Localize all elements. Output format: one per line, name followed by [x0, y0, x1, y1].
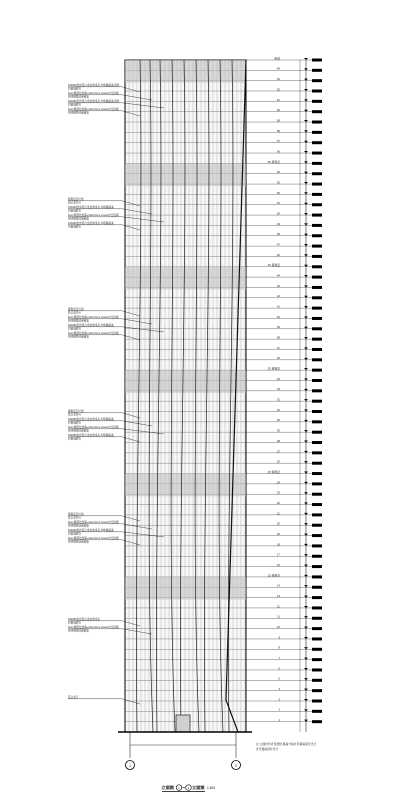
- level-label: 34: [276, 376, 280, 381]
- level-elevation-tag: [312, 710, 322, 713]
- level-elevation-tag: [312, 234, 322, 237]
- level-elevation-tag: [312, 100, 322, 103]
- level-label: 40: [276, 314, 280, 319]
- level-label: 54: [276, 170, 280, 175]
- drawing-scale: 1:100: [207, 786, 215, 790]
- annotation-text: 150x80竖向铝合金装饰线条: [68, 618, 100, 621]
- level-elevation-tag: [312, 596, 322, 599]
- annotation-subtext: 同幕墙框料: [68, 532, 81, 536]
- level-label: 13: [276, 594, 280, 598]
- annotation-text: 6mm厚钢化玻璃+12A+6mm Low-E中空玻璃: [68, 92, 119, 95]
- drawing-note-line-1: 注:立面材料详见图纸,幕墙分格详见幕墙深化设计: [256, 742, 317, 746]
- level-label: 22: [276, 500, 280, 505]
- annotation-subtext: 同幕墙框料: [68, 225, 81, 229]
- level-label: 35 避难层: [267, 366, 280, 371]
- level-elevation-tag: [312, 462, 322, 465]
- level-elevation-tag: [312, 348, 322, 351]
- level-label: 48: [276, 232, 280, 237]
- annotation-text: 避难层百叶窗: [68, 198, 84, 201]
- level-marker: [304, 110, 308, 112]
- level-elevation-tag: [312, 265, 322, 268]
- level-elevation-tag: [312, 637, 322, 640]
- level-marker: [304, 647, 308, 649]
- annotation-subtext: 铝合金百叶: [68, 201, 81, 205]
- level-label: 50: [276, 211, 280, 216]
- level-elevation-tag: [312, 668, 322, 671]
- title-axis-1: 1: [178, 786, 180, 790]
- level-elevation-tag: [312, 451, 322, 454]
- annotation-text: 150x80竖向铝合金装饰线条,外喷氟碳漆: [68, 434, 114, 437]
- drawing-title-suffix: 立面图: [192, 785, 205, 790]
- annotation-text: 6mm厚钢化玻璃+12A+6mm Low-E中空玻璃: [68, 521, 119, 524]
- level-marker: [304, 265, 308, 267]
- level-elevation-tag: [312, 524, 322, 527]
- annotation-text: 150x80竖向铝合金装饰线条,外喷氟碳漆,颜色: [68, 84, 120, 87]
- annotation-text: 避难层百叶窗: [68, 410, 84, 413]
- level-label: 3: [278, 697, 280, 702]
- title-axis-2: 2: [187, 786, 190, 790]
- level-elevation-tag: [312, 358, 322, 361]
- level-label: 33: [276, 387, 280, 392]
- annotation-subtext: 同幕墙框料: [68, 421, 81, 425]
- level-label: 25 避难层: [267, 469, 280, 474]
- level-label: 1: [278, 718, 280, 723]
- level-label: 52: [276, 190, 280, 195]
- annotation-subtext: 铝合金百叶: [68, 413, 81, 417]
- level-label: 60: [276, 108, 280, 113]
- level-label: 51: [276, 201, 280, 206]
- annotation-text: 150x80竖向铝合金装饰线条,外喷氟碳漆,颜色: [68, 100, 120, 103]
- level-label: 63: [276, 77, 280, 82]
- level-elevation-tag: [312, 338, 322, 341]
- level-elevation-tag: [312, 606, 322, 609]
- annotation-text: 150x80竖向铝合金装饰线条,外喷氟碳漆: [68, 206, 114, 209]
- level-label: 28: [276, 438, 280, 443]
- refuge-floor-band: [125, 474, 246, 497]
- drawing-note-line-2: 详见幕墙深化设计: [256, 747, 279, 751]
- level-elevation-tag: [312, 544, 322, 547]
- level-marker: [304, 161, 308, 163]
- level-marker: [304, 89, 308, 91]
- level-marker: [304, 513, 308, 515]
- level-label: 31: [276, 407, 280, 412]
- level-marker: [304, 565, 308, 567]
- level-label: 47: [276, 242, 280, 247]
- ground-and-axes: [118, 732, 316, 770]
- refuge-floor-band: [125, 370, 246, 393]
- level-elevation-tag: [312, 214, 322, 217]
- level-elevation-tag: [312, 472, 322, 475]
- level-label: 14: [276, 583, 280, 588]
- annotation-text: 6mm厚钢化玻璃+12A+6mm Low-E中空玻璃: [68, 537, 119, 540]
- level-label: 19: [276, 531, 280, 536]
- level-marker: [304, 461, 308, 463]
- level-marker: [304, 244, 308, 246]
- level-marker: [304, 492, 308, 494]
- level-label: 20: [276, 521, 280, 526]
- level-marker: [304, 472, 308, 474]
- annotation-subtext: 竖明横隐玻璃幕墙: [68, 524, 89, 528]
- level-marker: [304, 658, 308, 660]
- level-label: 57: [276, 139, 280, 144]
- level-marker: [304, 285, 308, 287]
- level-marker: [304, 306, 308, 308]
- level-elevation-tag: [312, 575, 322, 578]
- level-elevation-tag: [312, 431, 322, 434]
- level-marker: [304, 627, 308, 629]
- level-marker: [304, 347, 308, 349]
- level-marker: [304, 410, 308, 412]
- level-marker: [304, 327, 308, 329]
- annotation-text: 150x80竖向铝合金装饰线条,外喷氟碳漆: [68, 324, 114, 327]
- level-elevation-tag: [312, 658, 322, 661]
- annotation-text: 150x80竖向铝合金装饰线条,外喷氟碳漆: [68, 418, 114, 421]
- annotation-text: 6mm厚钢化玻璃+12A+6mm Low-E中空玻璃: [68, 108, 119, 111]
- level-elevation-tag: [312, 131, 322, 134]
- annotation-text: 铝合金门: [68, 696, 79, 699]
- level-marker: [304, 99, 308, 101]
- level-marker: [304, 172, 308, 174]
- level-elevation-tag: [312, 203, 322, 206]
- level-elevation-tag: [312, 152, 322, 155]
- level-label: 61: [276, 97, 280, 102]
- level-marker: [304, 316, 308, 318]
- level-marker: [304, 544, 308, 546]
- level-marker: [304, 678, 308, 680]
- level-label: 42: [276, 294, 280, 299]
- level-elevation-tag: [312, 141, 322, 144]
- level-elevation-tag: [312, 534, 322, 537]
- refuge-floor-band: [125, 60, 246, 83]
- drawing-title-block: [161, 784, 215, 792]
- level-elevation-tag: [312, 59, 322, 62]
- level-elevation-tag: [312, 389, 322, 392]
- level-elevation-tag: [312, 286, 322, 289]
- level-label: 7: [278, 656, 280, 661]
- level-label: 18: [276, 542, 280, 547]
- level-label: 17: [276, 552, 280, 557]
- level-label: 44: [276, 273, 280, 278]
- annotation-text: 150x80竖向铝合金装饰线条,外喷氟碳漆: [68, 529, 114, 532]
- annotation-text: 150x80竖向铝合金装饰线条,外喷氟碳漆: [68, 222, 114, 225]
- level-marker: [304, 337, 308, 339]
- annotation-subtext: 同幕墙框料: [68, 87, 81, 91]
- level-label: 56: [276, 149, 280, 154]
- level-elevation-tag: [312, 369, 322, 372]
- level-elevation-tag: [312, 482, 322, 485]
- level-marker: [304, 637, 308, 639]
- level-elevation-tag: [312, 69, 322, 72]
- level-elevation-tag: [312, 183, 322, 186]
- building-facade: [125, 60, 246, 732]
- level-label: 36: [276, 356, 280, 361]
- level-elevation-tag: [312, 555, 322, 558]
- level-marker: [304, 79, 308, 81]
- annotation-subtext: 铝合金百叶: [68, 516, 81, 520]
- level-label: 屋面: [274, 56, 280, 61]
- level-marker: [304, 554, 308, 556]
- level-elevation-tag: [312, 307, 322, 310]
- level-marker: [304, 534, 308, 536]
- level-marker: [304, 451, 308, 453]
- level-elevation-tag: [312, 327, 322, 330]
- level-marker: [304, 689, 308, 691]
- level-elevation-tag: [312, 565, 322, 568]
- level-elevation-tag: [312, 627, 322, 630]
- level-label: 4: [278, 687, 280, 692]
- level-label: 9: [278, 635, 280, 640]
- level-marker: [304, 120, 308, 122]
- level-elevation-tag: [312, 379, 322, 382]
- refuge-floor-band: [125, 577, 246, 600]
- level-marker: [304, 368, 308, 370]
- axis-label-left: 1: [129, 763, 131, 768]
- level-marker: [304, 296, 308, 298]
- level-marker: [304, 358, 308, 360]
- level-label: 27: [276, 449, 280, 454]
- level-label: 8: [278, 645, 280, 650]
- annotation-subtext: 铝合金百叶: [68, 311, 81, 315]
- level-label: 58: [276, 128, 280, 133]
- level-elevation-tag: [312, 513, 322, 516]
- refuge-floor-band: [125, 267, 246, 290]
- level-marker: [304, 616, 308, 618]
- level-label: 53: [276, 180, 280, 185]
- annotation-subtext: 同幕墙框料: [68, 209, 81, 213]
- annotation-subtext: 同幕墙框料: [68, 327, 81, 331]
- annotation-text: 避难层百叶窗: [68, 513, 84, 516]
- level-marker: [304, 668, 308, 670]
- level-marker: [304, 58, 308, 60]
- level-marker: [304, 203, 308, 205]
- level-elevation-tag: [312, 317, 322, 320]
- level-elevation-tag: [312, 172, 322, 175]
- level-elevation-tag: [312, 110, 322, 113]
- level-marker: [304, 585, 308, 587]
- annotation-subtext: 同幕墙框料: [68, 103, 81, 107]
- level-marker: [304, 523, 308, 525]
- annotation-text: 6mm厚钢化玻璃+12A+6mm Low-E中空玻璃: [68, 214, 119, 217]
- level-marker: [304, 503, 308, 505]
- annotation-subtext: 竖明横隐玻璃幕墙: [68, 319, 89, 323]
- level-label: 55 避难层: [267, 159, 280, 164]
- level-elevation-tag: [312, 410, 322, 413]
- level-dimension-column: [246, 56, 322, 732]
- level-elevation-tag: [312, 121, 322, 124]
- level-elevation-tag: [312, 689, 322, 692]
- level-label: 26: [276, 459, 280, 464]
- annotation-text: 6mm厚钢化玻璃+12A+6mm Low-E中空玻璃: [68, 316, 119, 319]
- level-marker: [304, 141, 308, 143]
- annotation-text: 6mm厚钢化玻璃+12A+6mm Low-E中空玻璃: [68, 626, 119, 629]
- annotation-subtext: 竖明横隐玻璃幕墙: [68, 335, 89, 339]
- annotation-subtext: 竖明横隐玻璃幕墙: [68, 95, 89, 99]
- level-label: 10: [276, 625, 280, 630]
- level-elevation-tag: [312, 162, 322, 165]
- annotation-subtext: 竖明横隐玻璃幕墙: [68, 429, 89, 433]
- level-marker: [304, 389, 308, 391]
- level-elevation-tag: [312, 720, 322, 723]
- level-marker: [304, 151, 308, 153]
- level-label: 45 避难层: [267, 263, 280, 268]
- level-label: 21: [276, 511, 280, 516]
- level-label: 39: [276, 325, 280, 330]
- level-elevation-tag: [312, 420, 322, 423]
- level-label: 29: [276, 428, 280, 433]
- annotation-subtext: 竖明横隐玻璃幕墙: [68, 111, 89, 115]
- level-marker: [304, 399, 308, 401]
- level-marker: [304, 430, 308, 432]
- annotation-subtext: 同幕墙框料: [68, 437, 81, 441]
- level-elevation-tag: [312, 586, 322, 589]
- level-marker: [304, 441, 308, 443]
- level-elevation-tag: [312, 679, 322, 682]
- level-label: 59: [276, 118, 280, 123]
- entrance-door: [176, 715, 190, 732]
- level-marker: [304, 699, 308, 701]
- level-marker: [304, 192, 308, 194]
- level-label: 23: [276, 490, 280, 495]
- level-label: 37: [276, 345, 280, 350]
- level-marker: [304, 275, 308, 277]
- level-elevation-tag: [312, 441, 322, 444]
- refuge-floor-band: [125, 163, 246, 186]
- level-label: 38: [276, 335, 280, 340]
- level-label: 46: [276, 252, 280, 257]
- level-marker: [304, 378, 308, 380]
- level-label: 41: [276, 304, 280, 309]
- level-marker: [304, 596, 308, 598]
- level-marker: [304, 606, 308, 608]
- annotation-subtext: 竖明横隐玻璃幕墙: [68, 629, 89, 633]
- level-elevation-tag: [312, 245, 322, 248]
- level-elevation-tag: [312, 193, 322, 196]
- level-marker: [304, 720, 308, 722]
- level-marker: [304, 575, 308, 577]
- level-elevation-tag: [312, 699, 322, 702]
- level-label: 16: [276, 562, 280, 567]
- level-label: 6: [278, 666, 280, 671]
- annotation-subtext: 竖明横隐玻璃幕墙: [68, 217, 89, 221]
- level-elevation-tag: [312, 400, 322, 403]
- level-marker: [304, 709, 308, 711]
- level-label: 62: [276, 87, 280, 92]
- level-marker: [304, 223, 308, 225]
- level-marker: [304, 182, 308, 184]
- level-marker: [304, 68, 308, 70]
- annotation-subtext: 同幕墙框料: [68, 621, 81, 625]
- level-elevation-tag: [312, 90, 322, 93]
- axis-label-right: 2: [235, 763, 237, 768]
- annotation-text: 避难层百叶窗: [68, 308, 84, 311]
- level-label: 12: [276, 604, 280, 609]
- annotation-text: 6mm厚钢化玻璃+12A+6mm Low-E中空玻璃: [68, 332, 119, 335]
- level-marker: [304, 234, 308, 236]
- level-marker: [304, 213, 308, 215]
- drawing-title: 立面图: [161, 785, 174, 790]
- level-marker: [304, 482, 308, 484]
- level-marker: [304, 420, 308, 422]
- level-elevation-tag: [312, 79, 322, 82]
- level-elevation-tag: [312, 617, 322, 620]
- level-label: 11: [277, 614, 280, 619]
- level-label: 30: [276, 418, 280, 423]
- level-labels: [268, 56, 281, 722]
- level-label: 2: [278, 707, 280, 712]
- level-elevation-tag: [312, 493, 322, 496]
- level-label: 43: [276, 283, 280, 288]
- level-elevation-tag: [312, 276, 322, 279]
- level-label: 32: [276, 397, 280, 402]
- annotation-text: 6mm厚钢化玻璃+12A+6mm Low-E中空玻璃: [68, 426, 119, 429]
- level-label: 15 避难层: [267, 573, 280, 578]
- level-ticks: [246, 58, 322, 723]
- level-label: 64: [276, 66, 280, 71]
- level-elevation-tag: [312, 503, 322, 506]
- level-elevation-tag: [312, 648, 322, 651]
- level-elevation-tag: [312, 255, 322, 258]
- level-elevation-tag: [312, 296, 322, 299]
- level-label: 24: [276, 480, 280, 485]
- level-marker: [304, 254, 308, 256]
- annotation-subtext: 竖明横隐玻璃幕墙: [68, 540, 89, 544]
- level-label: 5: [278, 676, 280, 681]
- level-label: 49: [276, 221, 280, 226]
- level-marker: [304, 130, 308, 132]
- level-elevation-tag: [312, 224, 322, 227]
